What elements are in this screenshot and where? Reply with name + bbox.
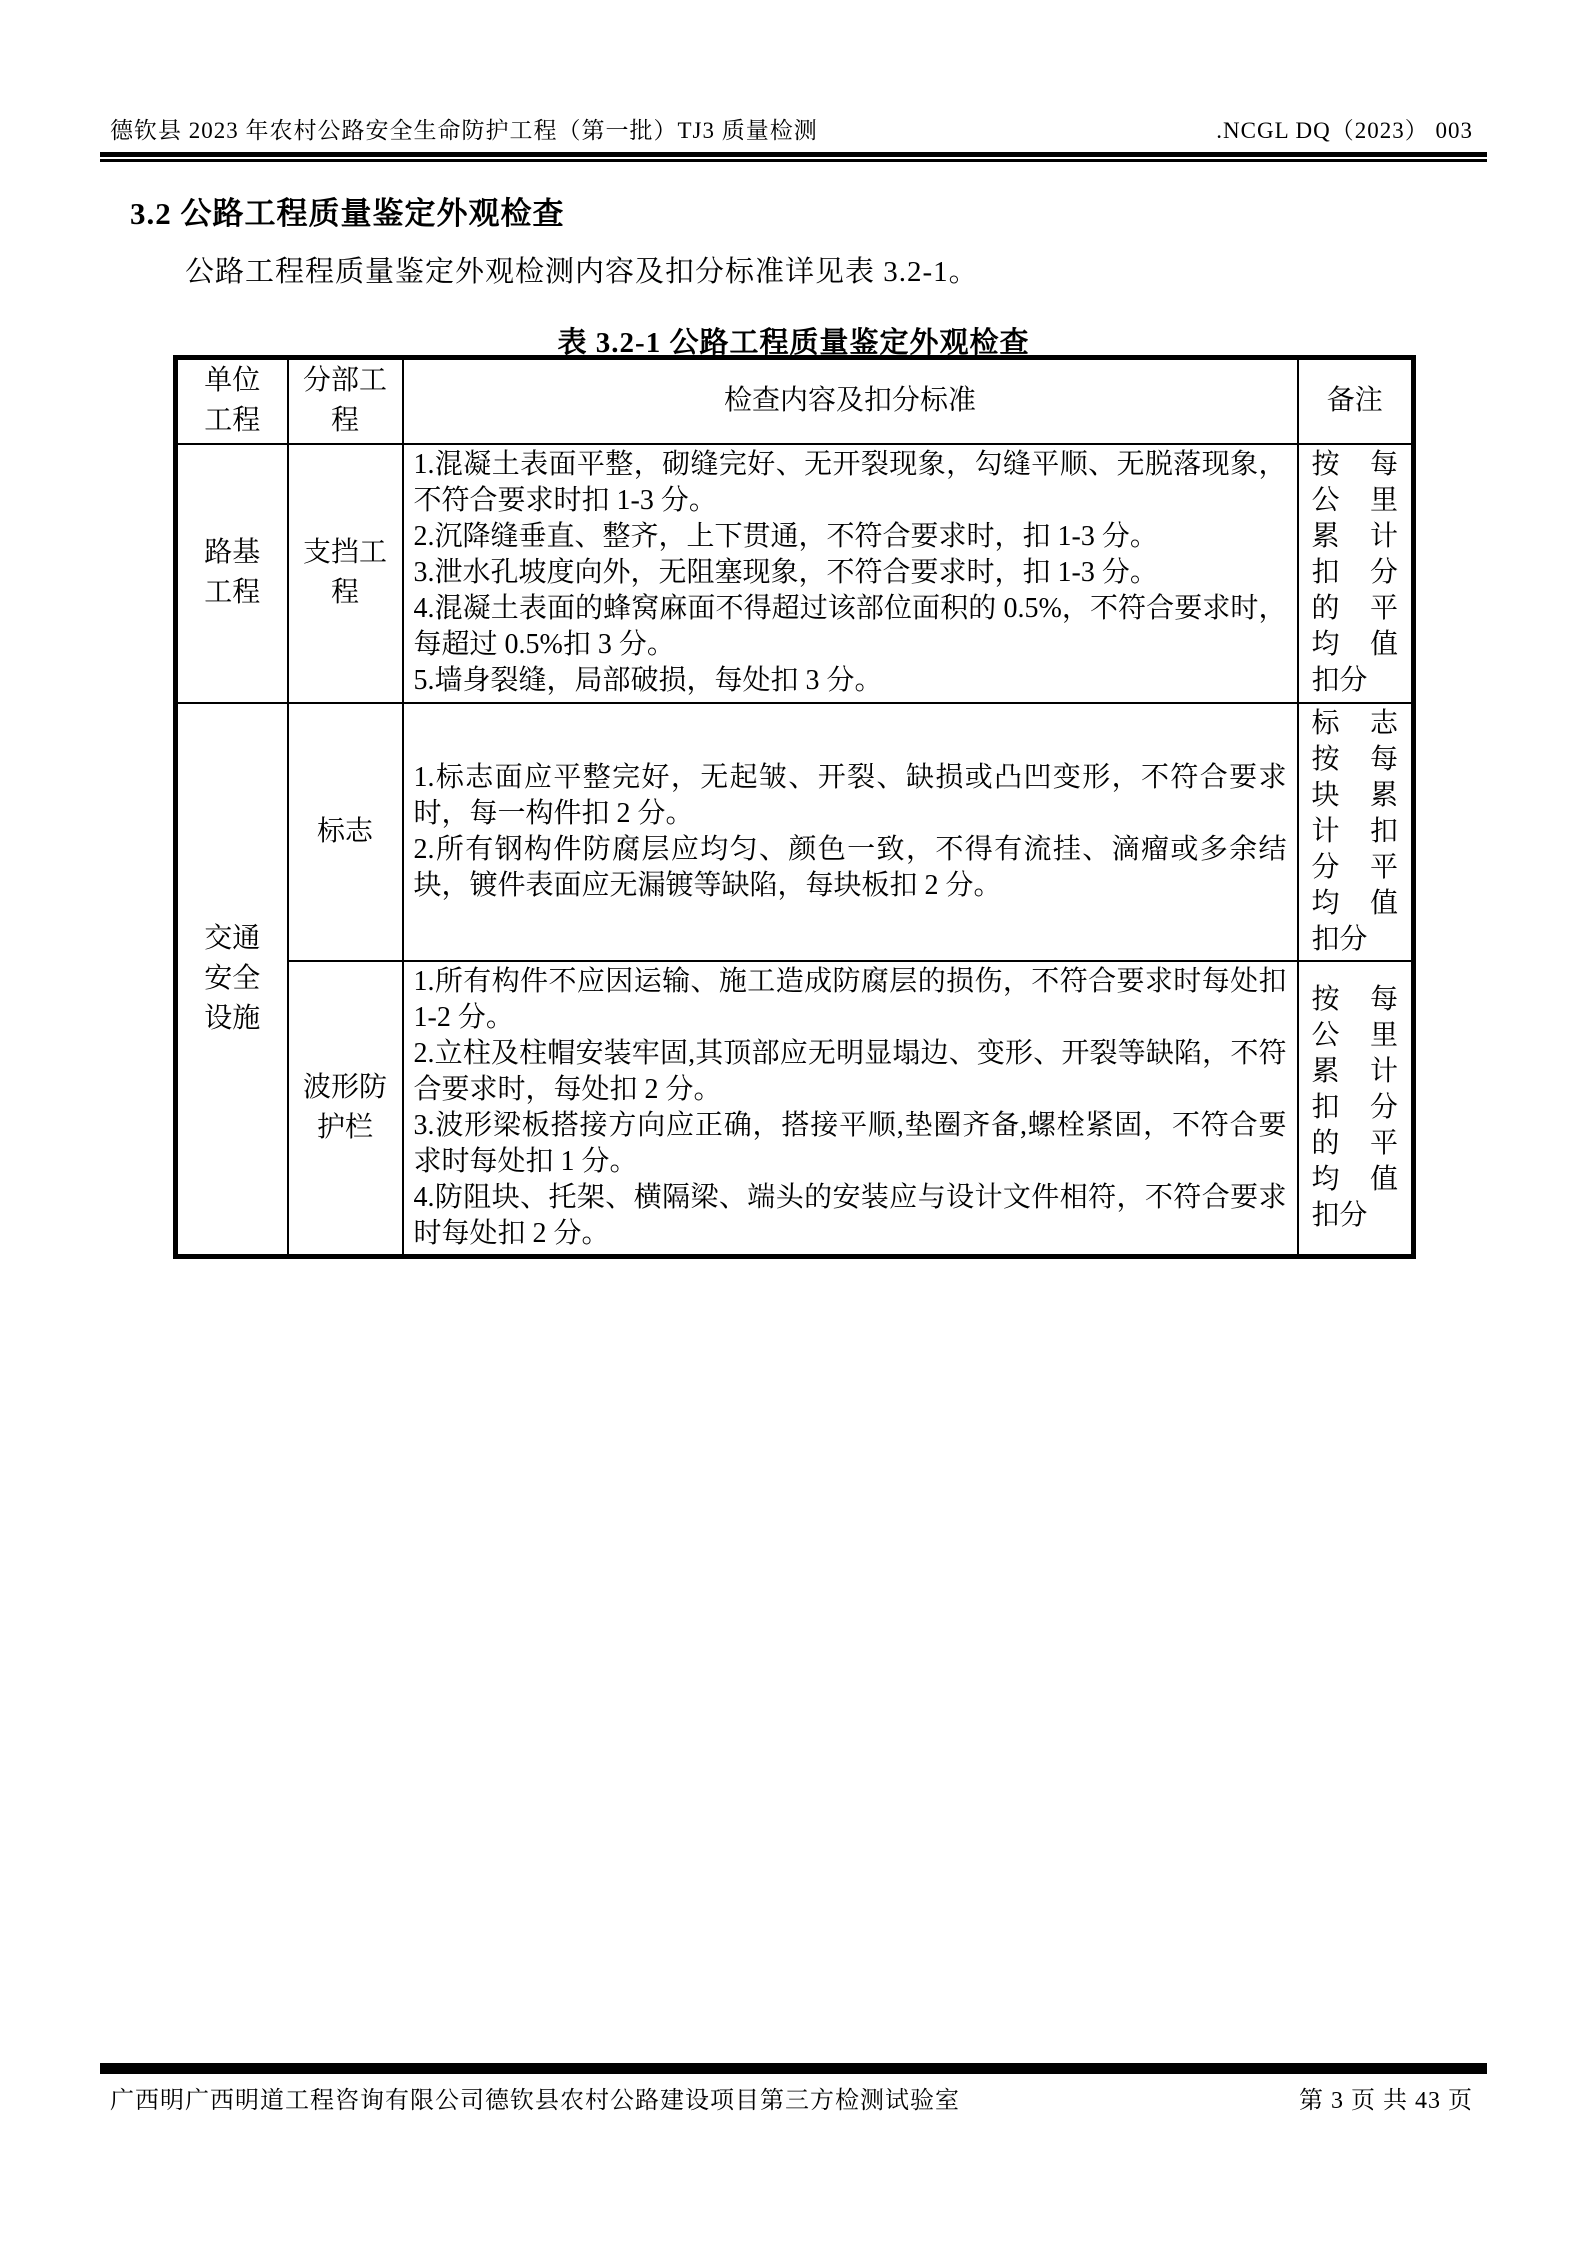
- inspection-table: [173, 355, 1416, 1259]
- header-right-doc-number: .NCGL DQ（2023） 003: [1216, 118, 1473, 143]
- col-header-unit: 单位工程: [176, 358, 288, 444]
- content-cell-guardrail: 1.所有构件不应因运输、施工造成防腐层的损伤，不符合要求时每处扣 1-2 分。 2.立柱及柱帽安装牢固,其顶部应无明显塌边、变形、开裂等缺陷，不符合要求时，每处扣 2 分。 3.波形梁板搭接方向应正确，搭接平顺,垫圈齐备,螺栓紧固，不符合要求时每处扣 1 分。 4.防阻块、托架、横隔梁、端头的安装应与设计文件相符，不符合要求时每处扣 2 分。: [403, 961, 1298, 1257]
- footer-org-name: 广西明广西明道工程咨询有限公司德钦县农村公路建设项目第三方检测试验室: [110, 2088, 960, 2114]
- table-row: [176, 703, 1414, 961]
- content-cell-retaining: 1.混凝土表面平整，砌缝完好、无开裂现象，勾缝平顺、无脱落现象，不符合要求时扣 1-3 分。 2.沉降缝垂直、整齐，上下贯通，不符合要求时，扣 1-3 分。 3.泄水孔坡度向外，无阻塞现象，不符合要求时，扣 1-3 分。 4.混凝土表面的蜂窝麻面不得超过该部位面积的 0.5%，不符合要求时，每超过 0.5%扣 3 分。 5.墙身裂缝，局部破损，每处扣 3 分。: [403, 444, 1298, 703]
- col-header-remark: 备注: [1298, 358, 1414, 444]
- footer-rule: [100, 2063, 1487, 2074]
- part-cell-signs: 标志: [288, 703, 403, 961]
- remark-cell-guardrail: 按 每 公 里 累 计 扣 分 的 平 均 值 扣 分: [1298, 961, 1414, 1257]
- table-row: [176, 961, 1414, 1257]
- page-header: [100, 112, 1487, 162]
- unit-cell-roadbed: 路基工程: [176, 444, 288, 703]
- table-row: [176, 444, 1414, 703]
- remark-cell-retaining: 按 每 公 里 累 计 扣 分 的 平 均 值 扣 分: [1298, 444, 1414, 703]
- header-rule-thin: [100, 159, 1487, 162]
- header-left-title: 德钦县 2023 年农村公路安全生命防护工程（第一批）TJ3 质量检测: [110, 118, 818, 143]
- section-heading: 3.2 公路工程质量鉴定外观检查: [130, 196, 565, 231]
- intro-paragraph: 公路工程程质量鉴定外观检测内容及扣分标准详见表 3.2-1。: [185, 256, 979, 288]
- table-header-row: [176, 358, 1414, 444]
- col-header-part: 分部工程: [288, 358, 403, 444]
- table-title: 表 3.2-1 公路工程质量鉴定外观检查: [557, 327, 1030, 359]
- part-cell-guardrail: 波形防护栏: [288, 961, 403, 1257]
- remark-cell-signs: 标 志 按 每 块 累 计 扣 分 平 均 值 扣 分: [1298, 703, 1414, 961]
- footer-page-number: 第 3 页 共 43 页: [1299, 2088, 1473, 2114]
- content-cell-signs: 1.标志面应平整完好，无起皱、开裂、缺损或凸凹变形，不符合要求时，每一构件扣 2 分。 2.所有钢构件防腐层应均匀、颜色一致，不得有流挂、滴瘤或多余结块，镀件表面应无漏镀等缺陷，每块板扣 2 分。: [403, 703, 1298, 961]
- part-cell-retaining: 支挡工程: [288, 444, 403, 703]
- unit-cell-traffic-safety: 交通安全设施: [176, 703, 288, 1257]
- header-text-row: [100, 112, 1487, 145]
- page-footer: [100, 2080, 1487, 2115]
- col-header-content: 检查内容及扣分标准: [403, 358, 1298, 444]
